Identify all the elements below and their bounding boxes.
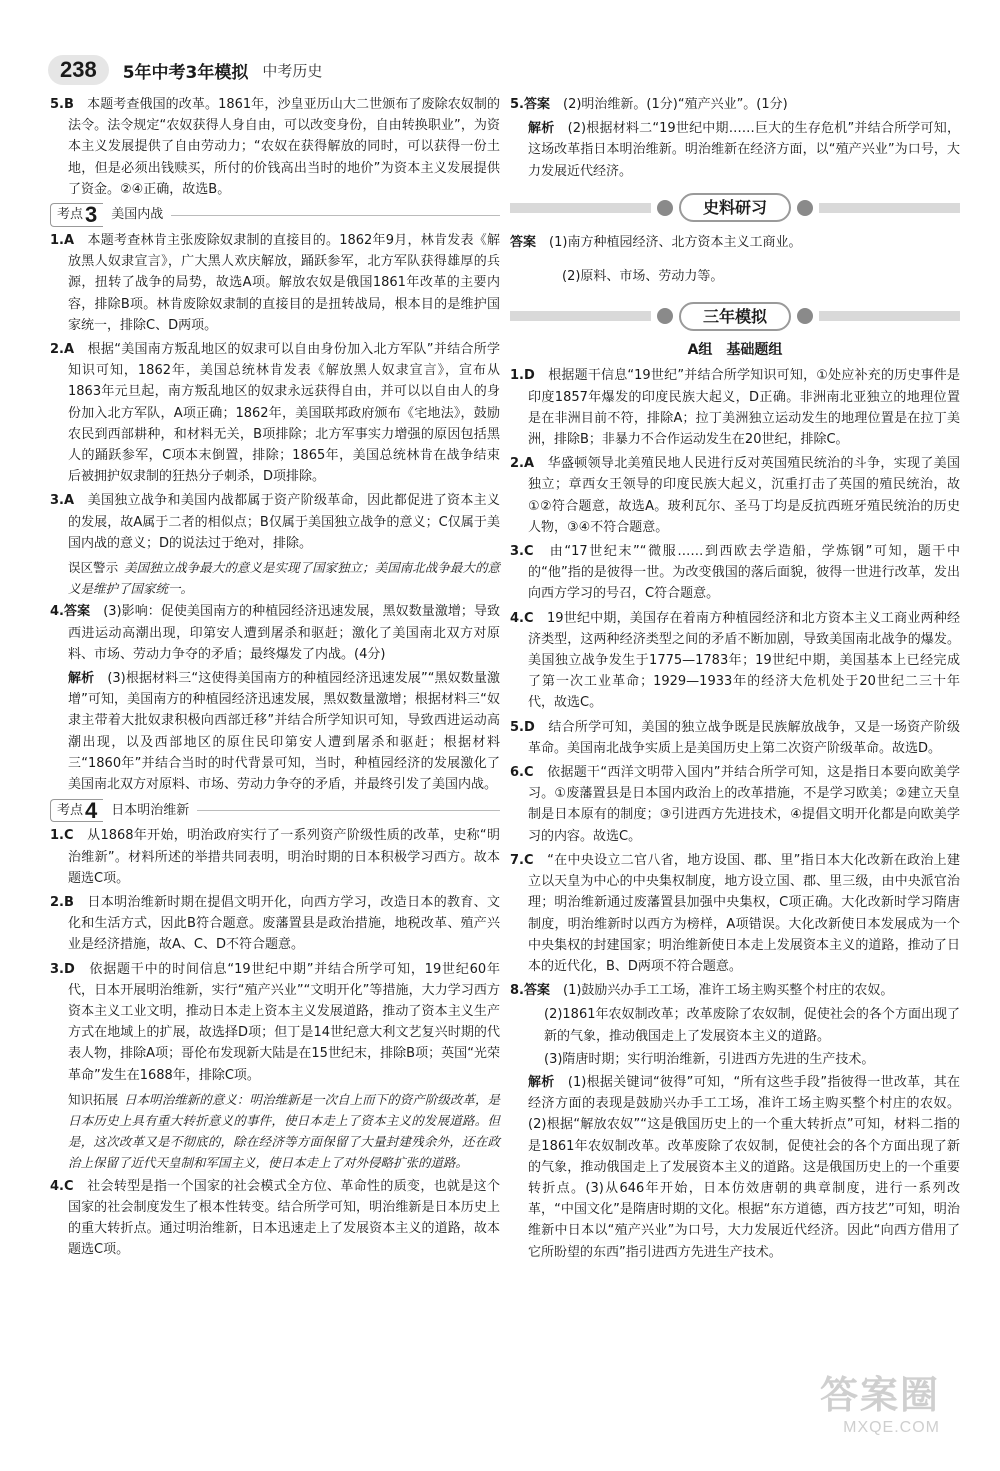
watermark-url: MXQE.COM (843, 1419, 940, 1436)
section-rule (197, 809, 500, 811)
answer-item (510, 365, 960, 450)
item-number: 5.答案 (510, 97, 550, 112)
subject-label: 中考历史 (262, 61, 323, 80)
item-text: 依据题干中的时间信息“19世纪中期”并结合所学可知，19世纪60年代，日本开展明治维新，实行“殖产兴业”“文明开化”等措施，大力学习西方资本主义工业文明，推动日本走上资本主义发展道路，推动了资本主义生产方式在地域上的扩展，故选择D项；但丁是14世纪意大利文艺复兴时期的代表人物，排除A项；哥伦布发现新大陆是在15世纪末，排除B项；英国“光荣革命”发生在1688年，排除C项。 (68, 961, 500, 1083)
item-number: 1.C (50, 828, 74, 844)
analysis (510, 1072, 960, 1263)
item-number: 2.B (50, 894, 74, 910)
item-number: 2.A (50, 342, 75, 358)
answer-item (50, 959, 500, 1086)
item-number: 2.A (510, 456, 535, 472)
page-number: 238 (48, 55, 109, 85)
answer-line: (1)鼓励兴办手工工场，准许工场主购买整个村庄的农奴。 (563, 983, 894, 999)
answer-item (510, 850, 960, 977)
item-number: 4.答案 (50, 604, 91, 620)
analysis-text: (2)根据材料二“19世纪中期……巨大的生存危机”并结合所学可知，这场改革指日本明治维新。明治维新在经济方面，以“殖产兴业”为口号，大力发展近代经济。 (528, 121, 960, 179)
section-title: 日本明治维新 (111, 802, 190, 818)
answer-item (50, 892, 500, 956)
item-number: 4.C (510, 610, 534, 626)
item-text: 根据题干信息“19世纪”并结合所学知识可知，①处应补充的历史事件是印度1857年爆发的印度民族大起义，D正确。非洲南北亚独立的地理位置是在非洲目前不符，排除A；拉丁美洲独立运动发生的地理位置是在拉丁美洲，排除B；非暴力不合作运动发生在20世纪，排除C。 (528, 368, 960, 448)
book-title: 5年中考3年模拟 (122, 62, 249, 83)
item-text: 本题考查俄国的改革。1861年，沙皇亚历山大二世颁布了废除农奴制的法令。法令规定“农奴获得人身自由，可以改变身份，自由转换职业”，为资本主义发展提供了自由劳动力；“农奴在获得解放的同时，可以获得一份土地，但是必须出钱赎买，所付的价钱高出当时的地价”为资本主义发展提供了资金。②④正确，故选B。 (68, 97, 500, 197)
item-number: 6.C (510, 765, 534, 781)
item-text: 根据“美国南方叛乱地区的奴隶可以自由身份加入北方军队”并结合所学知识可知，1862年，美国总统林肯发表《解放黑人奴隶宣言》，宣布从1863年元旦起，南方叛乱地区的奴隶永远获得自由，并可以以自由人的身份加入北方军队，A项正确；1862年，美国联邦政府颁布《宅地法》，鼓励农民到西部耕种，和材料无关，B项排除；北方军事实力增强的原因包括黑人的踊跃参军，C项本末倒置，排除；1865年，美国总统林肯在战争结束后被拥护奴隶制的狂热分子刺杀，D项排除。 (68, 342, 500, 485)
page-header (48, 52, 322, 88)
item-number: 1.A (50, 233, 75, 249)
watermark-text: 答案圈 (819, 1373, 940, 1417)
answer-item (510, 541, 960, 605)
section-tag-label: 考点 (57, 802, 84, 818)
note-label: 误区警示 (68, 560, 119, 576)
analysis-label: 解析 (68, 671, 95, 687)
mistake-warning (50, 557, 500, 599)
answer-label: 答案 (510, 234, 537, 250)
answer-line: (2)1861年农奴制改革；改革废除了农奴制，促使社会的各个方面出现了新的气象，推动俄国走上了发展资本主义的道路。 (544, 1007, 960, 1044)
analysis-label: 解析 (528, 1074, 555, 1090)
banner-dot-icon (797, 200, 813, 216)
section-tag (50, 203, 103, 226)
analysis-text: (3)根据材料三“这使得美国南方的种植园经济迅速发展”“黑奴数量激增”可知，美国南方的种植园经济迅速发展，黑奴数量激增；根据材料三“奴隶主带着大批奴隶积极向西部迁移”并结合所学知识可知，导致西进运动高潮出现，以及西部地区的原住民印第安人遭到屠杀和驱赶；根据材料三“1860年”并结合当时的时代背景可知，当时，种植园经济的发展激化了美国南北双方对原料、市场、劳动力争夺的矛盾，并最终引发了美国内战。 (68, 671, 500, 793)
item-text: (2)明治维新。(1分)“殖产兴业”。(1分) (563, 97, 788, 112)
answer-item (50, 230, 500, 336)
item-number: 7.C (510, 852, 534, 868)
answer-item (50, 601, 500, 665)
item-number: 3.C (510, 544, 534, 560)
item-text: 结合所学可知，美国的独立战争既是民族解放战争，又是一场资产阶级革命。美国南北战争实质上是美国历史上第二次资产阶级革命。故选D。 (528, 719, 960, 756)
note-text: 美国独立战争最大的意义是实现了国家独立；美国南北战争最大的意义是维护了国家统一。 (68, 560, 500, 597)
analysis-label: 解析 (528, 121, 555, 137)
item-text: 华盛顿领导北美殖民地人民进行反对英国殖民统治的斗争，实现了美国独立；章西女王领导的印度民族大起义，沉重打击了英国的殖民统治，故①②符合题意，故选A。玻利瓦尔、圣马丁均是反抗西班牙殖民统治的历史人物，③④不符合题意。 (528, 456, 960, 535)
answer-line: (2)原料、市场、劳动力等。 (562, 269, 724, 285)
item-text: 美国独立战争和美国内战都属于资产阶级革命，因此都促进了资本主义的发展，故A属于二者的相似点；B仅属于美国独立战争的意义；C仅属于美国内战的意义；D的说法过于绝对，排除。 (68, 493, 500, 551)
item-text: 19世纪中期，美国存在着南方种植园经济和北方资本主义工商业两种经济类型，这两种经济类型之间的矛盾不断加剧，导致美国南北战争的爆发。美国独立战争发生于1775—1783年；19世纪中期，美国基本上已经完成了第一次工业革命；1929—1933年的经济大危机处于20世纪二三十年代，故选C。 (528, 610, 960, 711)
knowledge-extension (50, 1089, 500, 1174)
banner-bar (510, 203, 651, 213)
answer-item (50, 825, 500, 889)
banner-dot-icon (657, 200, 673, 216)
answer-line: (3)隋唐时期；实行明治维新，引进西方先进的生产技术。 (544, 1051, 875, 1067)
item-number: 5.B (50, 97, 74, 112)
section-banner-three-year-mock (510, 300, 960, 332)
analysis (50, 668, 500, 795)
answer-item (50, 1176, 500, 1261)
section-banner-source-study (510, 192, 960, 224)
note-text: 日本明治维新的意义：明治维新是一次自上而下的资产阶级改革，是日本历史上具有重大转折意义的事件，使日本走上了资本主义的发展道路。但是，这次改革又是不彻底的，除在经济等方面保留了大量封建残余外，还在政治上保留了近代天皇制和军国主义，使日本走上了对外侵略扩张的道路。 (68, 1091, 500, 1171)
item-number: 3.D (50, 961, 75, 977)
group-title: A组 基础题组 (687, 342, 783, 359)
section-number: 3 (85, 202, 98, 228)
item-number: 3.A (50, 493, 75, 509)
item-text: (3)影响：促使美国南方的种植园经济迅速发展，黑奴数量激增；导致西进运动高潮出现，印第安人遭到屠杀和驱赶；激化了美国南北双方对原料、市场、劳动力争夺的矛盾；最终爆发了内战。(4分) (68, 604, 501, 662)
watermark (820, 1364, 940, 1437)
answer-item (510, 94, 960, 115)
note-label: 知识拓展 (68, 1091, 119, 1107)
section-header-4 (50, 799, 500, 821)
section-header-3 (50, 204, 500, 226)
answer-item (510, 717, 960, 759)
banner-dot-icon (657, 308, 673, 324)
analysis (510, 118, 960, 182)
item-number: 8.答案 (510, 983, 550, 999)
item-text: 由“17世纪末”“微服……到西欧去学造船，学炼钢”可知，题干中的“他”指的是彼得一世。为改变俄国的落后面貌，彼得一世进行改革，发出向西方学习的号召，C符合题意。 (528, 544, 960, 602)
item-number: 5.D (510, 719, 535, 735)
banner-title: 史料研习 (679, 193, 791, 222)
item-text: 依据题干“西洋文明带入国内”并结合所学可知，这是指日本要向欧美学习。①废藩置县是日本国内政治上的改革措施，不是学习欧美；②建立天皇制是日本原有的制度；③引进西方先进技术，④提倡文明开化都是向欧美学习的内容。故选C。 (528, 765, 960, 844)
item-text: 本题考查林肯主张废除奴隶制的直接目的。1862年9月，林肯发表《解放黑人奴隶宣言》，广大黑人欢庆解放，踊跃参军，北方军队获得雄厚的兵源，扭转了战争的局势，故选A项。解放农奴是俄国1861年改革的主要内容，排除B项。林肯废除奴隶制的直接目的是扭转战局，根本目的是维护国家统一，排除C、D两项。 (68, 233, 500, 333)
answer-item (510, 608, 960, 714)
section-tag-label: 考点 (57, 207, 84, 223)
answer-line: (1)南方种植园经济、北方资本主义工商业。 (549, 234, 802, 250)
item-text: “在中央设立二官八省，地方设国、郡、里”指日本大化改新在政治上建立以天皇为中心的中央集权制度，地方设立国、郡、里三级，由中央派官治理；明治维新通过废藩置县加强中央集权，C项正确。大化改新时学习隋唐制度，明治维新时以西方为榜样，A项错误。大化改新使日本发展成为一个中央集权的封建国家；明治维新使日本走上发展资本主义的道路，推动了日本的近代化，B、D两项不符合题意。 (528, 852, 960, 974)
item-number: 4.C (50, 1178, 74, 1194)
item-text: 日本明治维新时期在提倡文明开化，向西方学习，改造日本的教育、文化和生活方式，因此B符合题意。废藩置县是政治措施，地税改革、殖产兴业是经济措施，故A、C、D不符合题意。 (68, 894, 500, 953)
answer-item (50, 490, 500, 554)
answer-item (510, 762, 960, 847)
item-number: 1.D (510, 368, 535, 384)
right-column (510, 94, 960, 1265)
answer-item (50, 94, 500, 200)
left-column (50, 94, 500, 1263)
banner-bar (819, 203, 960, 213)
section-number: 4 (85, 797, 98, 823)
banner-title: 三年模拟 (679, 302, 791, 331)
section-tag (50, 799, 103, 822)
section-rule (171, 214, 500, 216)
answer-item (510, 232, 960, 253)
section-title: 美国内战 (111, 207, 164, 223)
answer-item (510, 453, 960, 538)
answer-item (510, 980, 960, 1001)
item-text: 从1868年开始，明治政府实行了一系列资产阶级性质的改革，史称“明治维新”。材料所述的举措共同表明，明治时期的日本积极学习西方。故本题选C项。 (68, 828, 500, 886)
item-text: 社会转型是指一个国家的社会模式全方位、革命性的质变，也就是这个国家的社会制度发生了根本性转变。结合所学可知，明治维新是日本历史上的重大转折点。通过明治维新，日本迅速走上了发展资本主义的道路，故本题选C项。 (68, 1178, 500, 1258)
banner-dot-icon (797, 308, 813, 324)
answer-item (50, 339, 500, 487)
banner-bar (819, 311, 960, 321)
banner-bar (510, 311, 651, 321)
analysis-text: (1)根据关键词“彼得”可知，“所有这些手段”指彼得一世改革，其在经济方面的表现是鼓励兴办手工工场，准许工场主购买整个村庄的农奴。(2)根据“解放农奴”“这是俄国历史上的一个重大转折点”可知，材料二指的是1861年农奴制改革。改革废除了农奴制，促使社会的各个方面出现了新的气象，推动俄国走上了发展资本主义的道路。这是俄国历史上的一个重要转折点。(3)从646年开始，日本仿效唐朝的典章制度，进行一系列改革，“中国文化”是隋唐时期的文化。根据“东方道德，西方技艺”可知，明治维新中日本以“殖产兴业”为口号，大力发展近代经济。因此“向西方借用了它所盼望的东西”指引进西方先进生产技术。 (528, 1074, 960, 1260)
